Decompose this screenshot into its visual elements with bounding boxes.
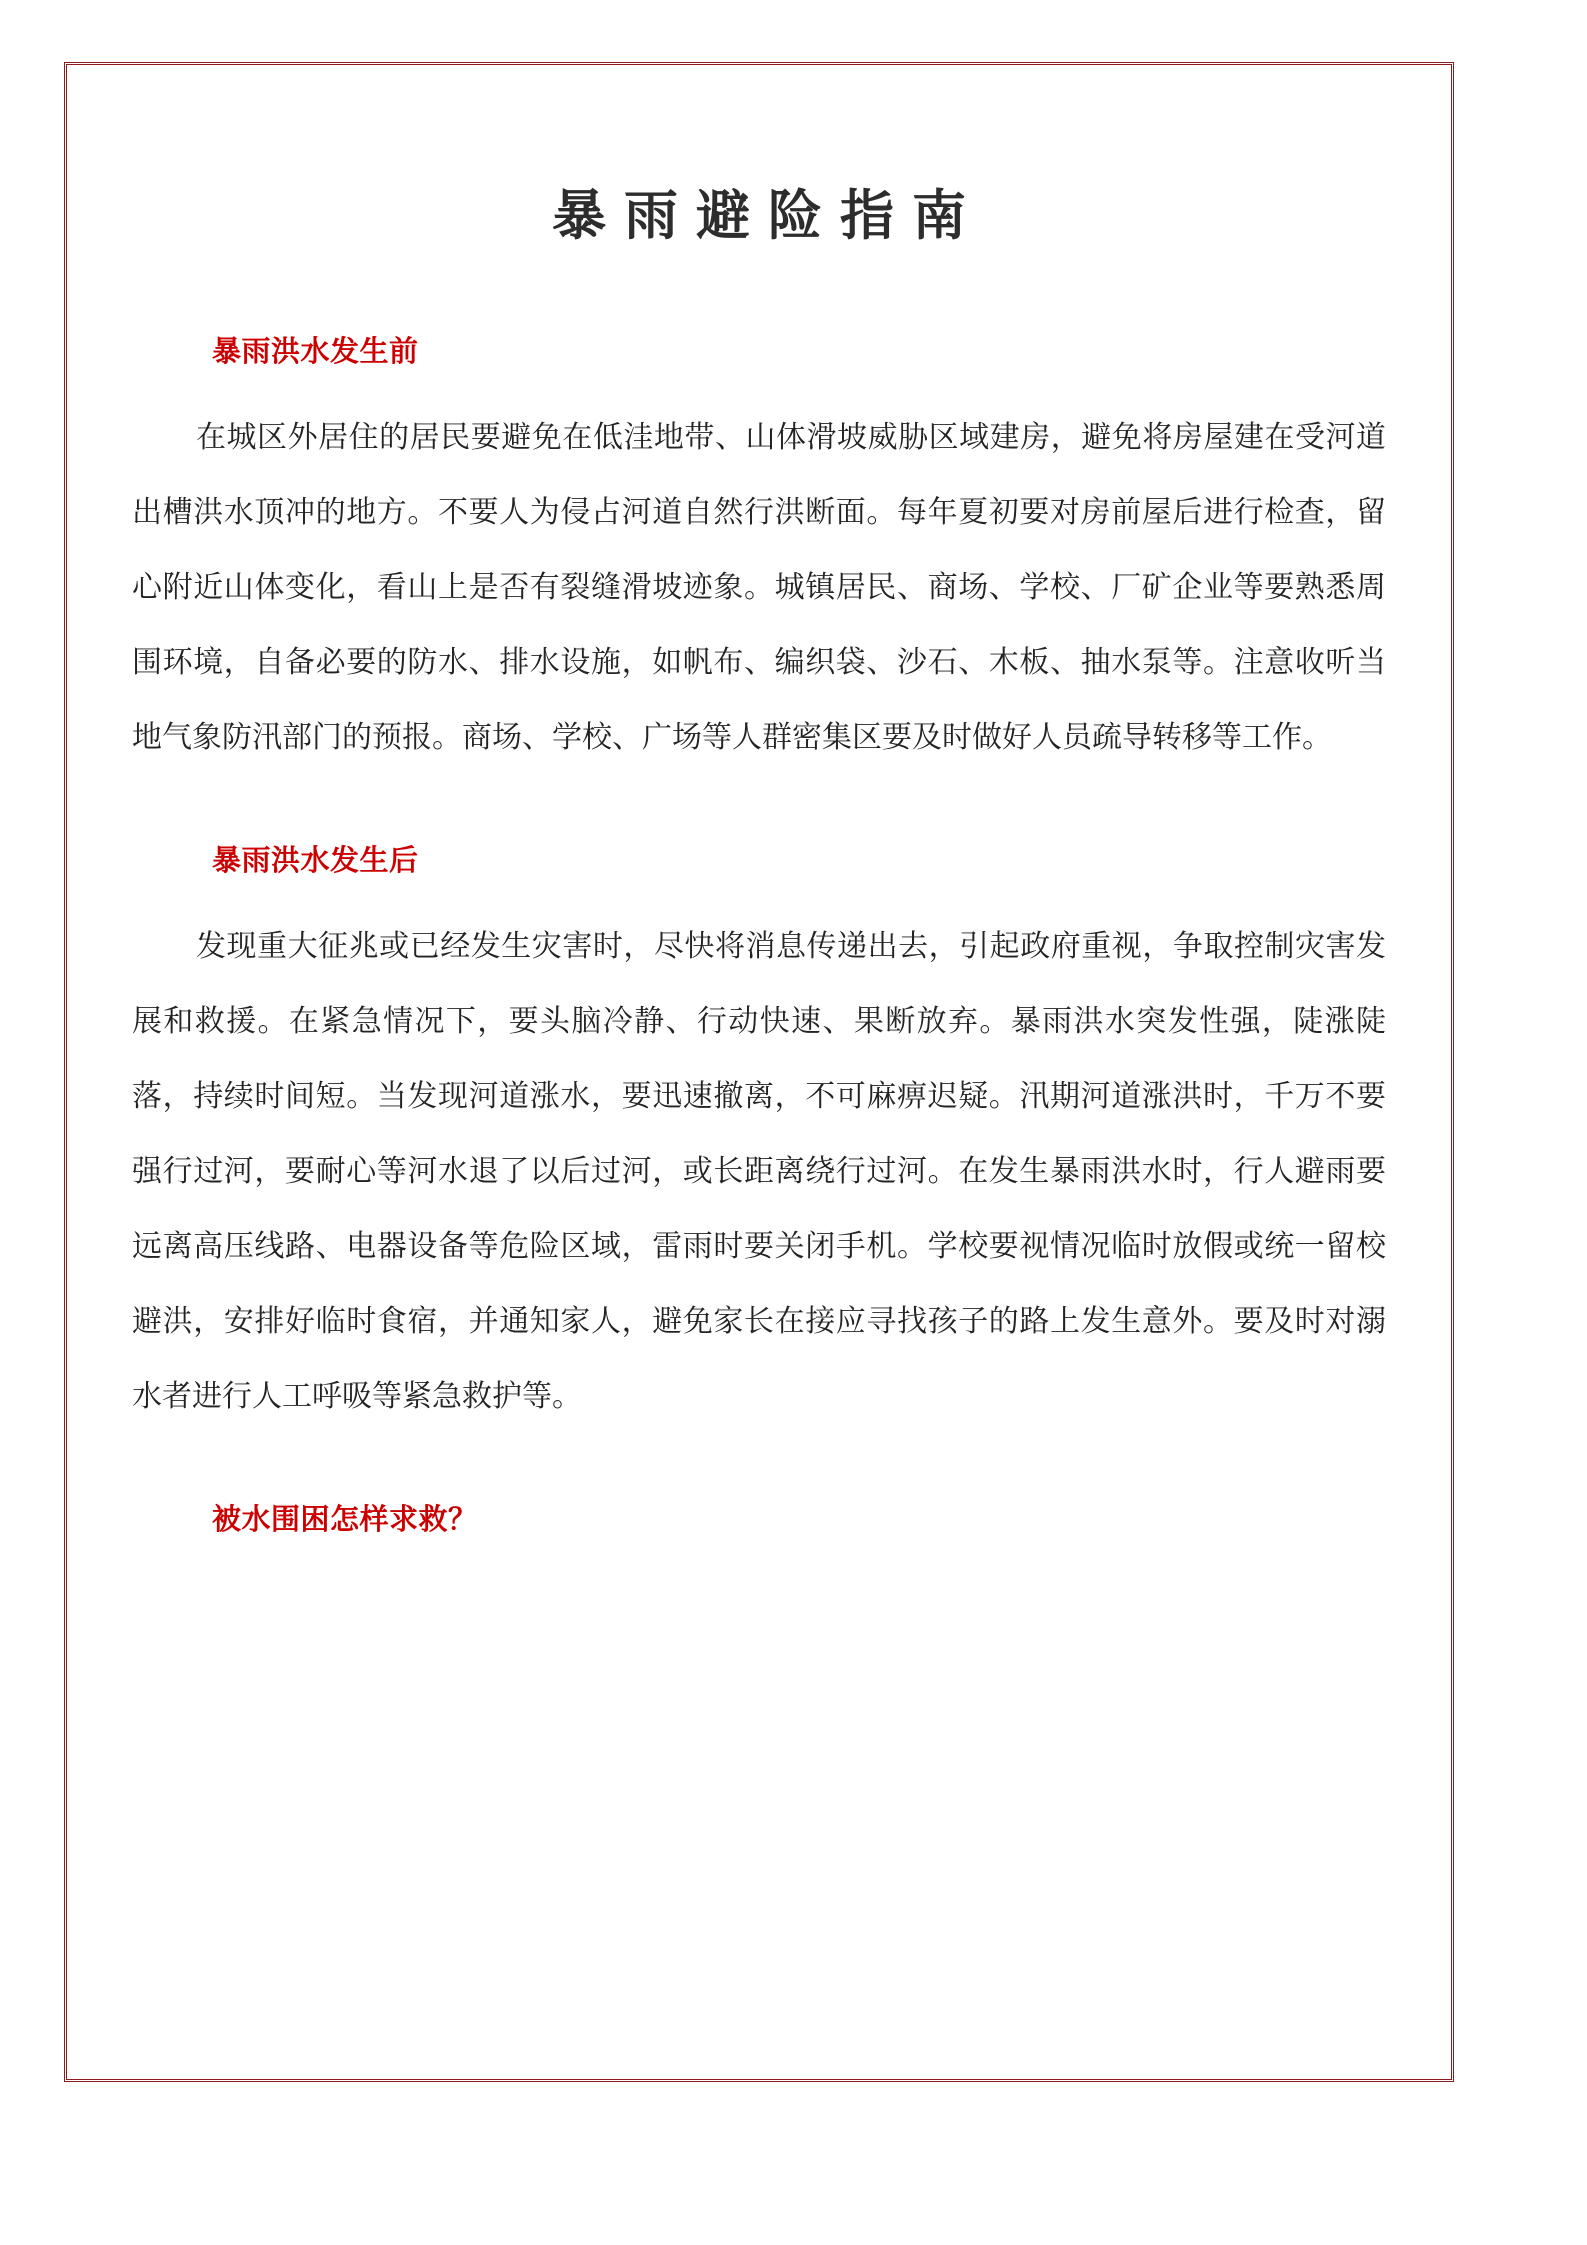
section-heading-after-flood: 暴雨洪水发生后 (212, 842, 419, 877)
section-heading-before-flood: 暴雨洪水发生前 (212, 333, 419, 368)
section-paragraph-after-flood: 发现重大征兆或已经发生灾害时，尽快将消息传递出去，引起政府重视，争取控制灾害发展和救援。在紧急情况下，要头脑冷静、行动快速、果断放弃。暴雨洪水突发性强，陡涨陡落，持续时间短。当发现河道涨水，要迅速撤离，不可麻痹迟疑。汛期河道涨洪时，千万不要强行过河，要耐心等河水退了以后过河，或长距离绕行过河。在发生暴雨洪水时，行人避雨要远离高压线路、电器设备等危险区域，雷雨时要关闭手机。学校要视情况临时放假或统一留校避洪，安排好临时食宿，并通知家人，避免家长在接应寻找孩子的路上发生意外。要及时对溺水者进行人工呼吸等紧急救护等。 (132, 929, 1386, 1415)
document-content (64, 62, 1454, 2082)
section-heading-how-to-call-for-help: 被水围困怎样求救？ (212, 1502, 478, 1537)
section-paragraph-before-flood: 在城区外居住的居民要避免在低洼地带、山体滑坡威胁区域建房，避免将房屋建在受河道出槽洪水顶冲的地方。不要人为侵占河道自然行洪断面。每年夏初要对房前屋后进行检查，留心附近山体变化，看山上是否有裂缝滑坡迹象。城镇居民、商场、学校、厂矿企业等要熟悉周围环境，自备必要的防水、排水设施，如帆布、编织袋、沙石、木板、抽水泵等。注意收听当地气象防汛部门的预报。商场、学校、广场等人群密集区要及时做好人员疏导转移等工作。 (132, 419, 1386, 755)
page-title: 暴雨避险指南 (552, 184, 984, 247)
